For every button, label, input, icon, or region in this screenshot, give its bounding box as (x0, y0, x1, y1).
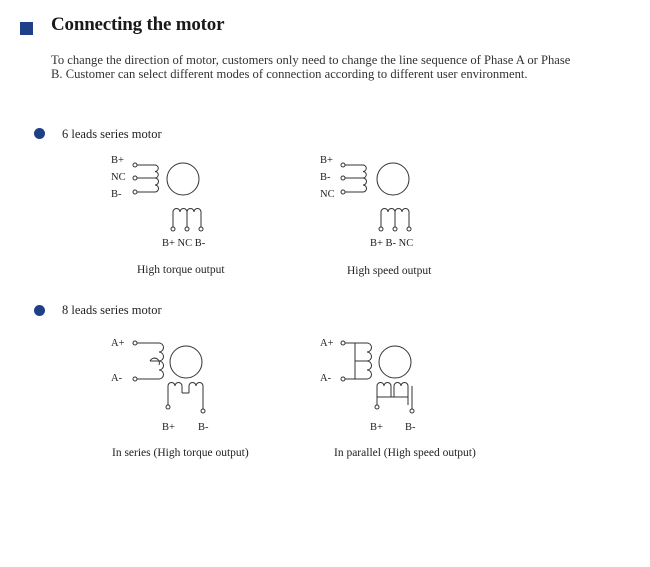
caption-in-parallel: In parallel (High speed output) (334, 447, 476, 459)
caption-high-torque: High torque output (137, 264, 225, 276)
label-8l-right-2: A- (320, 373, 332, 384)
wiring-diagram-6-leads-torque (125, 155, 215, 235)
label-8l-left-1: A+ (111, 338, 125, 349)
wiring-diagram-6-leads-speed (333, 155, 423, 235)
bottom-label-8l-left-b-minus: B- (198, 422, 209, 433)
wiring-diagram-8-leads-parallel (333, 335, 433, 425)
bottom-labels-6l-left: B+ NC B- (162, 238, 206, 249)
heading-6-leads: 6 leads series motor (62, 127, 162, 141)
bottom-label-8l-right-b-plus: B+ (370, 422, 383, 433)
label-6l-left-2: NC (111, 172, 126, 183)
heading-8-leads: 8 leads series motor (62, 303, 162, 317)
label-6l-left-3: B- (111, 189, 122, 200)
section-title: Connecting the motor (51, 14, 225, 35)
bottom-labels-6l-right: B+ B- NC (370, 238, 414, 249)
label-8l-right-1: A+ (320, 338, 334, 349)
bottom-label-8l-right-b-minus: B- (405, 422, 416, 433)
label-6l-right-2: B- (320, 172, 331, 183)
intro-line-1: To change the direction of motor, customers only need to change the line sequence of Phase A or Phase (51, 53, 571, 67)
label-6l-right-3: NC (320, 189, 335, 200)
label-6l-left-1: B+ (111, 155, 124, 166)
intro-paragraph (51, 53, 631, 81)
caption-in-series: In series (High torque output) (112, 447, 249, 459)
intro-line-2: B. Customer can select different modes of connection according to different user environment. (51, 67, 528, 81)
caption-high-speed: High speed output (347, 265, 432, 277)
section-marker (20, 22, 33, 35)
bullet-6-leads (34, 128, 45, 139)
bottom-label-8l-left-b-plus: B+ (162, 422, 175, 433)
label-6l-right-1: B+ (320, 155, 333, 166)
wiring-diagram-8-leads-series (125, 335, 225, 425)
bullet-8-leads (34, 305, 45, 316)
label-8l-left-2: A- (111, 373, 123, 384)
